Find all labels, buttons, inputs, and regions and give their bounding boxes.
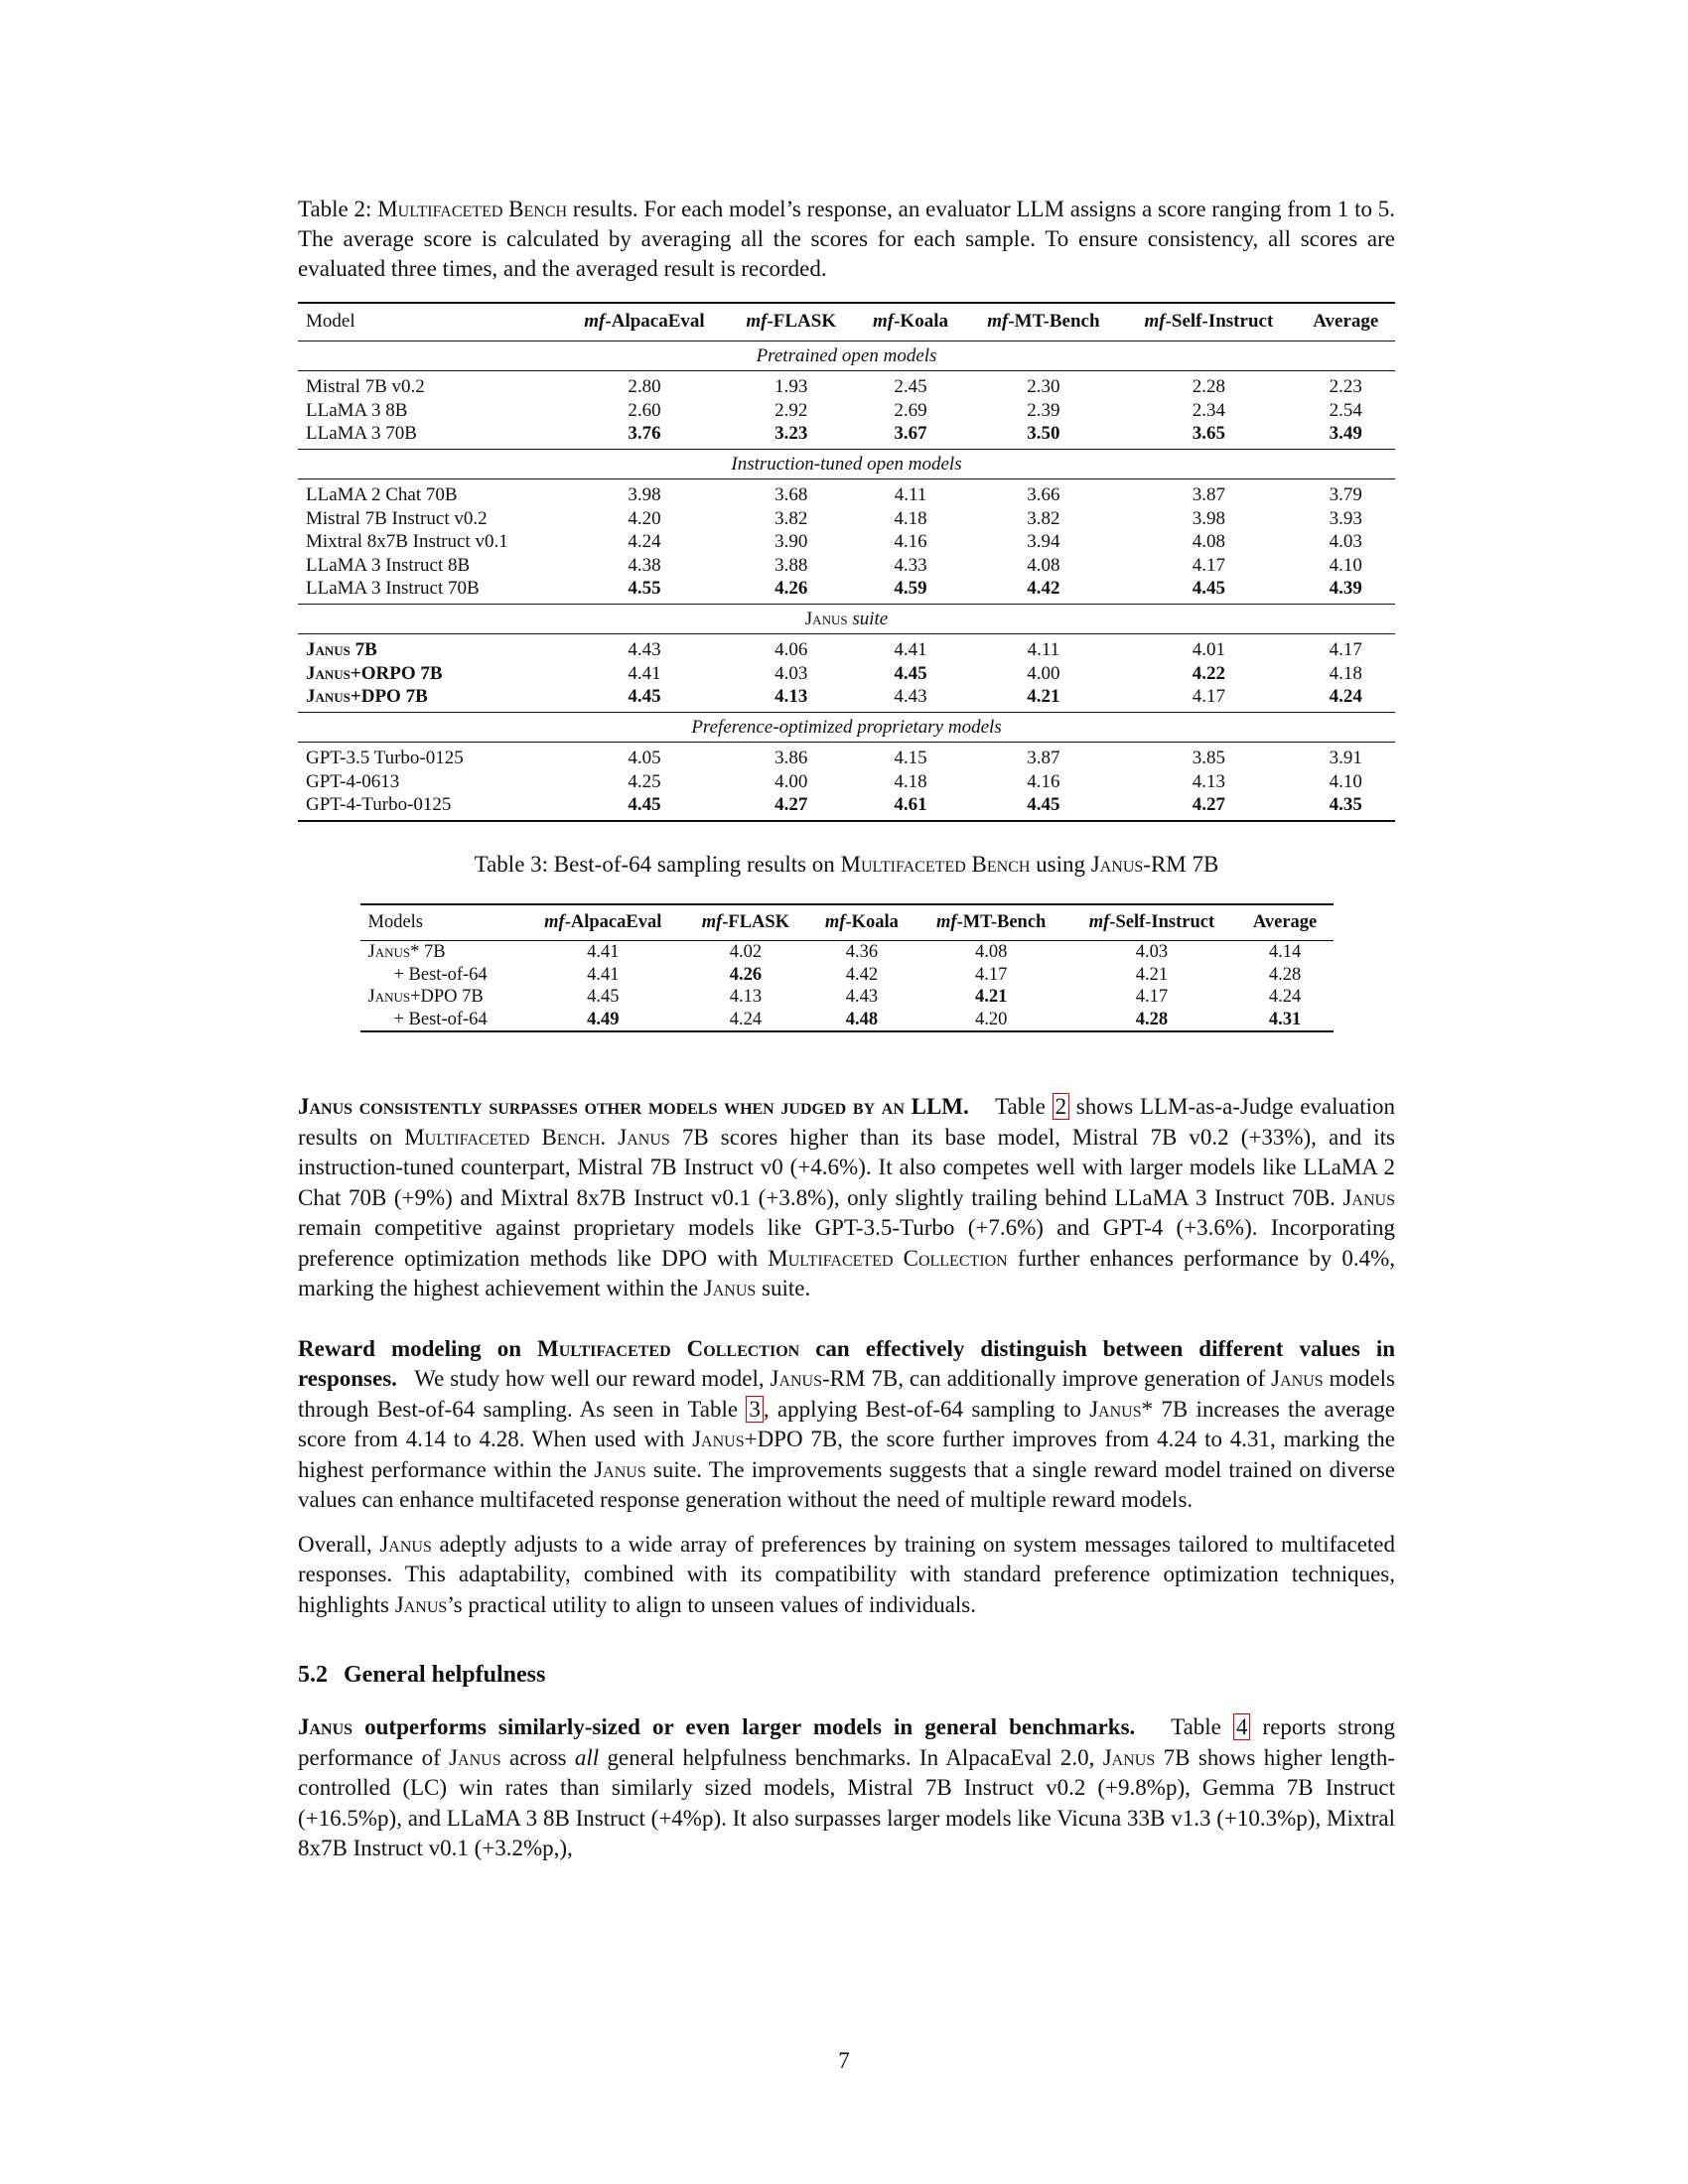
group-label-name: Janus — [804, 608, 848, 629]
table-row — [298, 507, 1395, 531]
score-cell: 4.28 — [1268, 964, 1302, 985]
score-cell: 4.24 — [1329, 686, 1362, 707]
paragraph-lead: Janus consistently surpasses other models when judged by an LLM. — [298, 1094, 969, 1119]
score-cell: 3.50 — [1027, 423, 1060, 444]
score-cell: 4.59 — [894, 578, 927, 599]
score-cell: 4.08 — [1027, 554, 1060, 576]
table-row — [298, 479, 1395, 507]
text: Table — [995, 1094, 1053, 1119]
header-cell: Average — [1252, 911, 1318, 932]
score-cell: 4.28 — [1135, 1009, 1169, 1029]
score-cell: 2.69 — [894, 399, 927, 421]
table-row — [298, 793, 1395, 821]
score-cell: 4.17 — [1329, 639, 1362, 660]
table3-body — [360, 941, 1334, 1032]
paragraph-reward-modeling — [298, 1334, 1395, 1516]
caption-text: results. For each model’s response, an evaluator LLM assigns a score ranging from 1 to 5. The average score is calculated by averaging all the scores for each sample. To ensure consistency, all scores are evaluated three times, and the averaged result is recorded. — [298, 197, 1395, 281]
table-ref-link[interactable]: 3 — [746, 1396, 764, 1423]
score-cell: 2.92 — [774, 399, 808, 421]
score-cell: 4.03 — [1329, 531, 1362, 552]
score-cell: 3.93 — [1329, 507, 1362, 529]
score-cell: 4.45 — [587, 987, 620, 1007]
score-cell: 4.16 — [1027, 770, 1060, 792]
score-cell: 4.41 — [894, 639, 927, 660]
text: 7B shows higher length-controlled (LC) win rates than similarly sized models, Mistral 7B Instruct v0.2 (+9.8%p), Gemma 7B Instruct (+16.5%p), and LLaMA 3 8B Instruct (+4%p). It also surpasses larger models like Vicuna 33B v1.3 (+10.3%p), Mixtral 8x7B Instruct v0.1 (+3.2%p,), — [298, 1744, 1395, 1860]
score-cell: 2.34 — [1192, 399, 1225, 421]
group-label — [298, 604, 1395, 634]
score-cell: 4.26 — [729, 964, 763, 985]
score-cell: 4.38 — [628, 554, 661, 576]
score-cell: 4.18 — [894, 507, 927, 529]
table3-caption — [298, 850, 1395, 880]
model-name: Janus — [1342, 1184, 1395, 1210]
caption-model-name: Janus — [1090, 851, 1144, 877]
table-group-row — [298, 712, 1395, 743]
table-row — [298, 685, 1395, 712]
score-cell: 2.60 — [628, 399, 661, 421]
text: Reward modeling on — [298, 1335, 538, 1361]
score-cell: 4.49 — [587, 1009, 620, 1029]
model-name: Janus — [449, 1744, 501, 1770]
score-cell: 4.45 — [894, 662, 927, 684]
model-cell: Janus 7B — [306, 639, 377, 660]
caption-bench-name: Multifaceted Bench — [840, 851, 1031, 877]
score-cell: 3.49 — [1329, 423, 1362, 444]
score-cell: 4.18 — [894, 770, 927, 792]
score-cell: 4.27 — [1192, 794, 1225, 815]
table-row — [298, 634, 1395, 662]
text: shows LLM-as-a-Judge evaluation results on — [298, 1094, 1395, 1150]
bench-name: Multifaceted Bench — [404, 1124, 601, 1150]
model-cell: Janus+DPO 7B — [306, 686, 428, 707]
score-cell: 4.08 — [974, 942, 1008, 962]
model-cell: Janus+ORPO 7B — [306, 662, 443, 684]
model-cell: GPT-3.5 Turbo-0125 — [306, 748, 464, 768]
score-cell: 3.87 — [1027, 748, 1060, 768]
caption-bench-name: Multifaceted Bench — [377, 197, 568, 221]
score-cell: 3.82 — [774, 507, 808, 529]
score-cell: 4.11 — [1027, 639, 1060, 660]
text: , applying Best-of-64 sampling to — [763, 1396, 1090, 1422]
group-label-suffix: suite — [852, 608, 889, 629]
header-cell: mf-FLASK — [701, 911, 790, 932]
table2-header-row — [298, 303, 1395, 341]
score-cell: 4.00 — [774, 770, 808, 792]
score-cell: 3.82 — [1027, 507, 1060, 529]
paragraph-overall — [298, 1530, 1395, 1621]
score-cell: 4.17 — [1192, 554, 1225, 576]
table-row — [298, 371, 1395, 399]
text: across — [500, 1744, 575, 1770]
text: We study how well our reward model, — [408, 1366, 771, 1391]
table-row — [298, 577, 1395, 604]
score-cell: 4.13 — [774, 686, 808, 707]
score-cell: 4.24 — [628, 531, 661, 552]
table2 — [298, 302, 1395, 822]
score-cell: 3.88 — [774, 554, 808, 576]
score-cell: 4.10 — [1329, 554, 1362, 576]
text: reports strong performance of — [298, 1714, 1396, 1770]
score-cell: 4.20 — [628, 507, 661, 529]
score-cell: 4.55 — [628, 578, 661, 599]
score-cell: 4.18 — [1329, 662, 1362, 684]
header-cell: mf-FLASK — [746, 311, 837, 332]
table-row — [298, 422, 1395, 449]
model-cell: + Best-of-64 — [393, 1009, 488, 1029]
score-cell: 4.33 — [894, 554, 927, 576]
score-cell: 3.65 — [1192, 423, 1225, 444]
score-cell: 4.36 — [845, 942, 879, 962]
page-number: 7 — [838, 2048, 850, 2073]
header-cell: mf-Self-Instruct — [1088, 911, 1215, 932]
score-cell: 2.30 — [1027, 376, 1060, 397]
table3 — [360, 903, 1334, 1033]
model-cell: LLaMA 3 70B — [306, 423, 417, 444]
header-cell: mf-Koala — [824, 911, 899, 932]
score-cell: 4.00 — [1027, 662, 1060, 684]
text: suite. — [756, 1276, 811, 1300]
score-cell: 4.45 — [1027, 794, 1060, 815]
score-cell: 4.41 — [587, 964, 620, 985]
section-title: General helpfulness — [344, 1662, 546, 1688]
table-row — [298, 399, 1395, 423]
score-cell: 3.98 — [628, 484, 661, 505]
header-cell: mf-MT-Bench — [936, 911, 1047, 932]
text: remain competitive against proprietary models like GPT-3.5-Turbo (+7.6%) and GPT-4 (+3.6%). Incorporating preference optimization methods like DPO with — [298, 1215, 1395, 1271]
text: suite. The improvements suggests that a single reward model trained on diverse values can enhance multifaceted response generation without the need of multiple reward models. — [298, 1456, 1395, 1512]
score-cell: 4.26 — [774, 578, 808, 599]
text: ’s practical utility to align to unseen values of individuals. — [447, 1591, 977, 1617]
model-name: Janus — [770, 1366, 823, 1391]
table-row — [298, 662, 1395, 686]
text: outperforms similarly-sized or even larger models in general benchmarks. — [352, 1714, 1136, 1739]
score-cell: 4.43 — [845, 987, 879, 1007]
score-cell: 2.39 — [1027, 399, 1060, 421]
text: models through Best-of-64 sampling. As seen in Table — [298, 1366, 1395, 1422]
score-cell: 3.23 — [774, 423, 808, 444]
score-cell: 4.22 — [1192, 662, 1225, 684]
score-cell: 2.54 — [1329, 399, 1362, 421]
model-cell: Mixtral 8x7B Instruct v0.1 — [306, 531, 508, 552]
text: general helpfulness benchmarks. In AlpacaEval 2.0, — [599, 1744, 1103, 1770]
score-cell: 4.17 — [1135, 987, 1169, 1007]
header-cell: mf-Self-Instruct — [1144, 311, 1274, 332]
table-group-row — [298, 604, 1395, 634]
score-cell: 4.17 — [974, 964, 1008, 985]
paper-page — [298, 195, 1395, 1864]
model-name: Janus — [692, 1427, 745, 1451]
score-cell: 4.24 — [1268, 987, 1302, 1007]
score-cell: 3.87 — [1192, 484, 1225, 505]
table-row — [298, 530, 1395, 554]
table-row — [298, 743, 1395, 770]
score-cell: 4.17 — [1192, 686, 1225, 707]
model-cell: LLaMA 3 8B — [306, 399, 408, 421]
model-cell: GPT-4-0613 — [306, 770, 400, 792]
model-name: Janus — [394, 1591, 448, 1617]
model-name: Janus — [1089, 1396, 1142, 1422]
text: . — [600, 1124, 619, 1150]
header-cell: Models — [367, 911, 423, 932]
header-cell: mf-Koala — [873, 311, 948, 332]
text: 7B scores higher than its base model, Mistral 7B v0.2 (+33%), and its instruction-tuned counterpart, Mistral 7B Instruct v0 (+4.6%). It also competes well with larger models like LLaMA 2 Chat 70B (+9%) and Mixtral 8x7B Instruct v0.1 (+3.8%), only slightly trailing behind LLaMA 3 Instruct 70B. — [298, 1124, 1396, 1210]
score-cell: 4.08 — [1192, 531, 1225, 552]
score-cell: 4.21 — [1027, 686, 1060, 707]
score-cell: 1.93 — [774, 376, 808, 397]
score-cell: 3.66 — [1027, 484, 1060, 505]
text: adeptly adjusts to a wide array of preferences by training on system messages tailored to multifaceted responses. This adaptability, combined with its compatibility with standard preference optimization techniques, highlights — [298, 1531, 1395, 1617]
table-row — [298, 770, 1395, 794]
score-cell: 3.98 — [1192, 507, 1225, 529]
score-cell: 3.79 — [1329, 484, 1362, 505]
score-cell: 4.02 — [729, 942, 763, 962]
model-cell: Janus* 7B — [367, 942, 446, 962]
table-group-row — [298, 449, 1395, 479]
score-cell: 4.01 — [1192, 639, 1225, 660]
model-cell: Janus+DPO 7B — [367, 987, 484, 1007]
paragraph-general-benchmarks — [298, 1712, 1395, 1864]
score-cell: 3.67 — [894, 423, 927, 444]
group-label: Pretrained open models — [756, 344, 937, 366]
score-cell: 3.94 — [1027, 531, 1060, 552]
model-name: Janus — [703, 1276, 757, 1300]
dataset-name: Multifaceted Collection — [768, 1245, 1008, 1271]
score-cell: 4.31 — [1268, 1009, 1302, 1029]
dataset-name: Multifaceted Collection — [537, 1335, 800, 1361]
score-cell: 4.11 — [894, 484, 927, 505]
model-name: Janus — [594, 1456, 646, 1482]
caption-text: -RM 7B — [1143, 851, 1219, 877]
score-cell: 3.68 — [774, 484, 808, 505]
text: Overall, — [298, 1531, 380, 1557]
model-name: Janus — [1271, 1366, 1324, 1391]
score-cell: 4.13 — [729, 987, 763, 1007]
score-cell: 3.91 — [1329, 748, 1362, 768]
paragraph-janus-llm-judge — [298, 1092, 1395, 1304]
table-ref-link[interactable]: 2 — [1053, 1093, 1070, 1120]
score-cell: 3.90 — [774, 531, 808, 552]
emphasis: all — [574, 1744, 600, 1770]
score-cell: 4.43 — [894, 686, 927, 707]
score-cell: 4.42 — [845, 964, 879, 985]
model-cell: Mistral 7B v0.2 — [306, 376, 425, 397]
text: can effectively distinguish between different values in responses. — [298, 1335, 1396, 1391]
score-cell: 4.27 — [774, 794, 808, 815]
score-cell: 4.13 — [1192, 770, 1225, 792]
text: * 7B increases the average score from 4.14 to 4.28. When used with — [298, 1396, 1395, 1451]
header-cell: Model — [306, 311, 355, 332]
model-cell: + Best-of-64 — [393, 964, 488, 985]
score-cell: 4.05 — [628, 748, 661, 768]
table-row — [298, 554, 1395, 578]
score-cell: 4.24 — [729, 1009, 763, 1029]
score-cell: 2.45 — [894, 376, 927, 397]
header-cell: Average — [1313, 311, 1379, 332]
score-cell: 4.45 — [628, 686, 661, 707]
table3-header-row — [360, 904, 1334, 941]
score-cell: 4.03 — [774, 662, 808, 684]
header-cell: mf-AlpacaEval — [544, 911, 662, 932]
model-cell: Mistral 7B Instruct v0.2 — [306, 507, 488, 529]
model-cell: LLaMA 3 Instruct 70B — [306, 578, 480, 599]
caption-text: using — [1030, 851, 1091, 877]
score-cell: 3.85 — [1192, 748, 1225, 768]
score-cell: 4.25 — [628, 770, 661, 792]
caption-prefix: Table 3: Best-of-64 sampling results on — [474, 851, 841, 877]
score-cell: 4.20 — [974, 1009, 1008, 1029]
text: Table — [1159, 1714, 1233, 1739]
table-group-row — [298, 341, 1395, 371]
group-label: Instruction-tuned open models — [731, 453, 962, 475]
score-cell: 4.45 — [1192, 578, 1225, 599]
score-cell: 3.86 — [774, 748, 808, 768]
score-cell: 2.28 — [1192, 376, 1225, 397]
paragraph-lead — [298, 1714, 1135, 1739]
score-cell: 4.14 — [1268, 942, 1302, 962]
section-heading — [298, 1662, 1395, 1689]
header-cell: mf-MT-Bench — [987, 311, 1100, 332]
model-cell: LLaMA 2 Chat 70B — [306, 484, 458, 505]
score-cell: 4.41 — [587, 942, 620, 962]
model-name: Janus — [618, 1124, 670, 1150]
score-cell: 4.15 — [894, 748, 927, 768]
table2-body — [298, 341, 1395, 821]
score-cell: 3.76 — [628, 423, 661, 444]
score-cell: 4.39 — [1329, 578, 1362, 599]
text: -RM 7B, can additionally improve generation of — [822, 1366, 1272, 1391]
text: further enhances performance by 0.4%, marking the highest achievement within the — [298, 1245, 1395, 1300]
model-cell: LLaMA 3 Instruct 8B — [306, 554, 471, 576]
table-row — [360, 986, 1334, 1009]
score-cell: 4.45 — [628, 794, 661, 815]
score-cell: 4.03 — [1135, 942, 1169, 962]
caption-prefix: Table 2: — [298, 197, 378, 221]
score-cell: 4.21 — [1135, 964, 1169, 985]
group-label: Preference-optimized proprietary models — [691, 716, 1002, 738]
score-cell: 4.43 — [628, 639, 661, 660]
score-cell: 4.21 — [974, 987, 1008, 1007]
table-ref-link[interactable]: 4 — [1233, 1713, 1251, 1740]
table-row — [360, 1009, 1334, 1032]
model-name: Janus — [379, 1531, 432, 1557]
score-cell: 4.48 — [845, 1009, 879, 1029]
score-cell: 4.06 — [774, 639, 808, 660]
score-cell: 4.42 — [1027, 578, 1060, 599]
score-cell: 4.61 — [894, 794, 927, 815]
table2-caption — [298, 195, 1395, 284]
header-cell: mf-AlpacaEval — [584, 311, 705, 332]
score-cell: 4.10 — [1329, 770, 1362, 792]
score-cell: 2.23 — [1329, 376, 1362, 397]
score-cell: 4.35 — [1329, 794, 1362, 815]
table-row — [360, 941, 1334, 964]
model-name: Janus — [1102, 1744, 1156, 1770]
section-number: 5.2 — [298, 1662, 328, 1688]
model-name: Janus — [298, 1714, 353, 1739]
text: +DPO 7B, the score further improves from 4.24 to 4.31, marking the highest performance within the — [298, 1427, 1396, 1482]
score-cell: 2.80 — [628, 376, 661, 397]
score-cell: 4.16 — [894, 531, 927, 552]
table-row — [360, 964, 1334, 987]
model-cell: GPT-4-Turbo-0125 — [306, 794, 452, 815]
score-cell: 4.41 — [628, 662, 661, 684]
